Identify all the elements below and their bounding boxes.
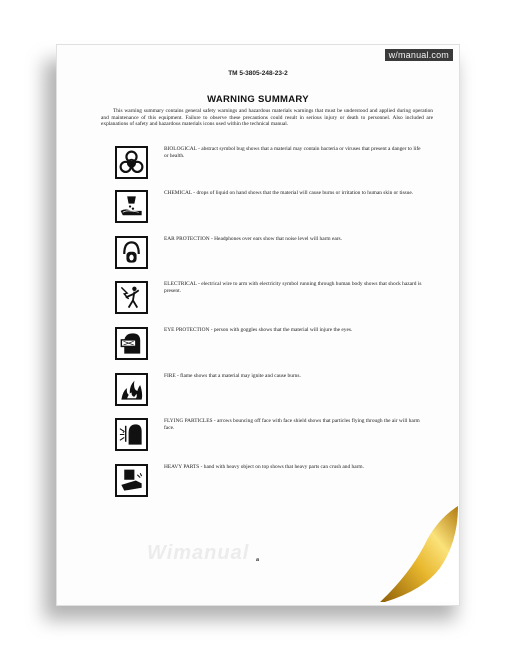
item-heavy-parts-text: HEAVY PARTS - hand with heavy object on top shows that heavy parts can crush and harm. — [164, 464, 364, 470]
electrical-icon — [115, 281, 148, 314]
document-number: TM 5-3805-248-23-2 — [228, 70, 288, 77]
page-number: a — [256, 557, 259, 563]
item-biological-text: BIOLOGICAL - abstract symbol bug shows that a material may contain bacteria or viruses that present a danger to life or health. — [164, 146, 421, 159]
ear-protection-icon — [115, 236, 148, 269]
item-eye-protection-text: EYE PROTECTION - person with goggles shows that the material will injure the eyes. — [164, 327, 353, 333]
item-electrical-text: ELECTRICAL - electrical wire to arm with electricity symbol running through human body shows that shock hazard is present. — [164, 281, 422, 294]
site-watermark: w/manual.com — [385, 49, 453, 61]
chemical-icon — [115, 190, 148, 223]
eye-protection-icon — [115, 327, 148, 360]
footer-watermark: Wimanual — [147, 542, 250, 564]
fire-icon — [115, 373, 148, 406]
page-title: WARNING SUMMARY — [207, 94, 309, 105]
item-fire-text: FIRE - flame shows that a material may ignite and cause burns. — [164, 373, 301, 379]
item-chemical-text: CHEMICAL - drops of liquid on hand shows that the material will cause burns or irritation to human skin or tissue. — [164, 190, 414, 196]
intro-paragraph: This warning summary contains general safety warnings and hazardous materials warnings that must be understood and applied during operation and maintenance of this equipment. Failure to observe these precautions could result in serious injury or death to personnel. Also included are explanations of safety and hazardous materials icons used within the technical manual. — [101, 108, 433, 128]
flying-particles-icon — [115, 418, 148, 451]
biohazard-icon — [115, 146, 148, 179]
item-flying-particles-text: FLYING PARTICLES - arrows bouncing off face with face shield shows that particles flying through the air will harm face. — [164, 418, 420, 431]
item-ear-protection-text: EAR PROTECTION - Headphones over ears show that noise level will harm ears. — [164, 236, 342, 242]
heavy-parts-icon — [115, 464, 148, 497]
page-curl-icon — [378, 506, 462, 602]
